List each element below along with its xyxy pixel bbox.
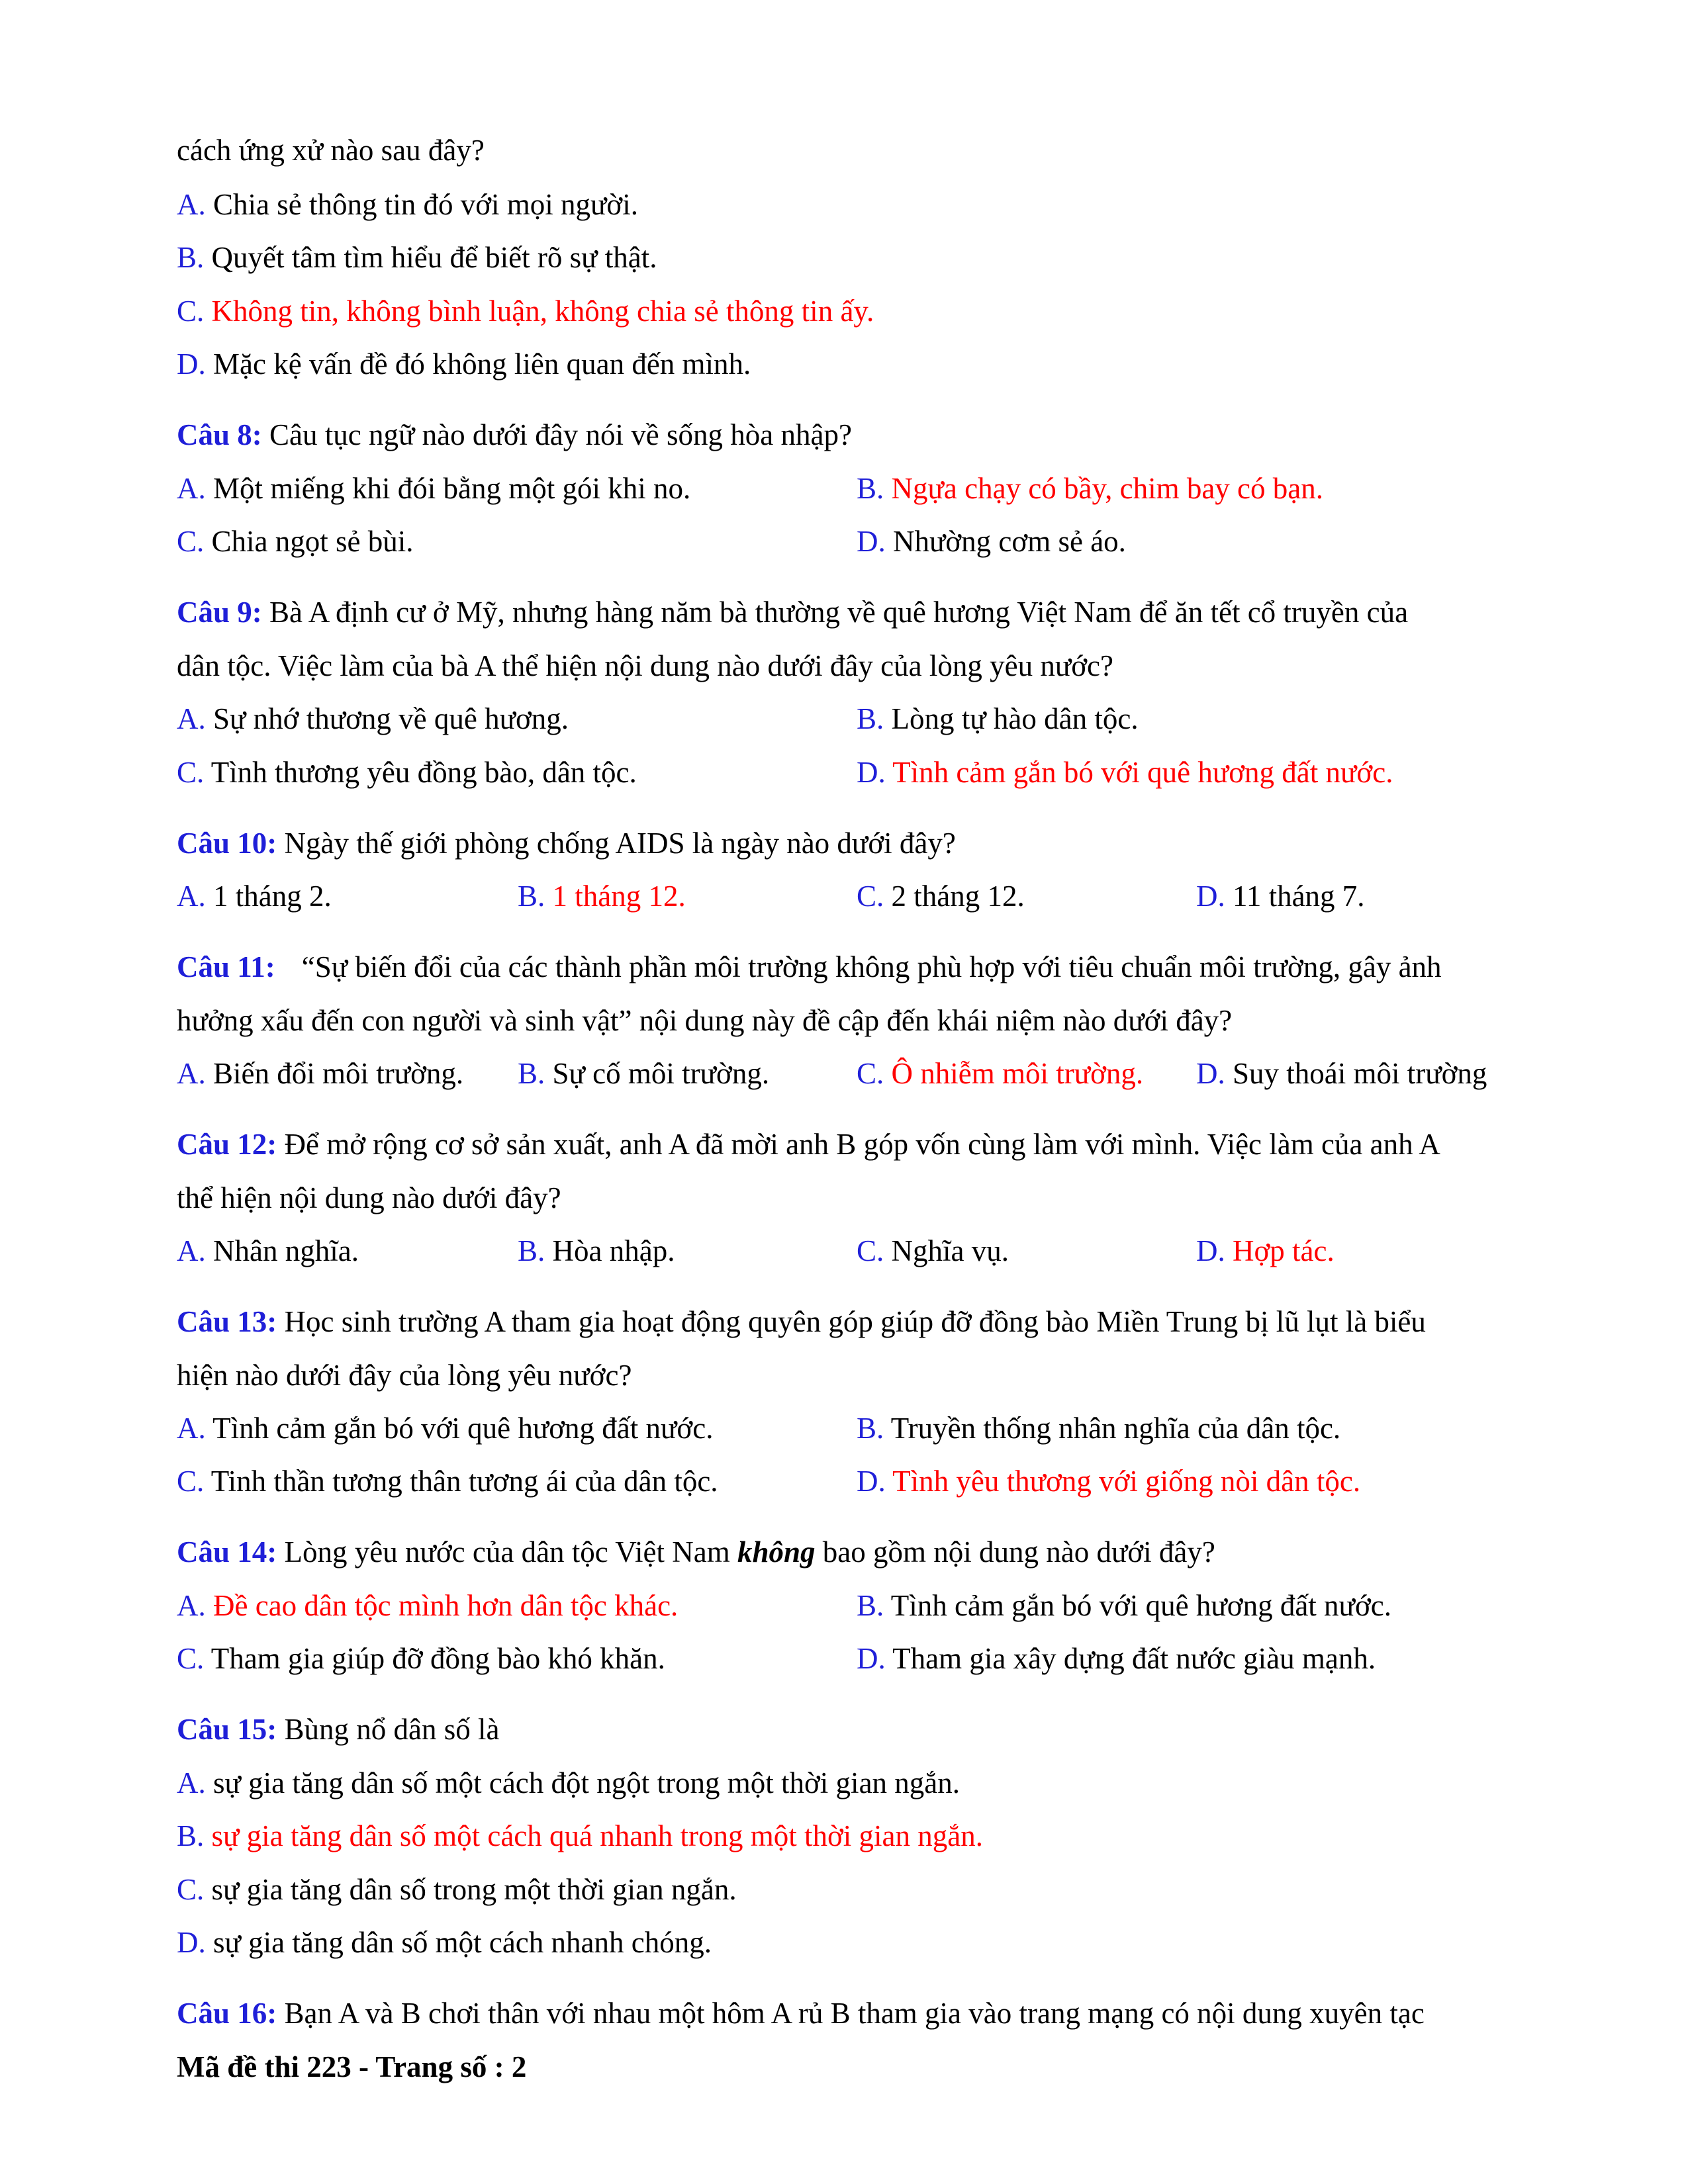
q13-option-b: B. Truyền thống nhân nghĩa của dân tộc. bbox=[857, 1412, 1341, 1445]
q10-option-b: B. 1 tháng 12. bbox=[518, 880, 686, 913]
q7-option-b: B. Quyết tâm tìm hiểu để biết rõ sự thật. bbox=[177, 241, 657, 274]
q11-option-a: A. Biến đổi môi trường. bbox=[177, 1057, 464, 1090]
q14-option-b: B. Tình cảm gắn bó với quê hương đất nước. bbox=[857, 1589, 1391, 1622]
q12-option-b: B. Hòa nhập. bbox=[518, 1234, 675, 1267]
q11-stem-line1: Câu 11: “Sự biến đổi của các thành phần môi trường không phù hợp với tiêu chuẩn môi trường, gây ảnh bbox=[177, 950, 1442, 983]
q16-stem: Câu 16: Bạn A và B chơi thân với nhau một hôm A rủ B tham gia vào trang mạng có nội dung xuyên tạc bbox=[177, 1997, 1425, 2030]
q9-option-a: A. Sự nhớ thương về quê hương. bbox=[177, 702, 569, 735]
q7-option-d: D. Mặc kệ vấn đề đó không liên quan đến mình. bbox=[177, 347, 751, 381]
q9-option-d: D. Tình cảm gắn bó với quê hương đất nước. bbox=[857, 756, 1393, 789]
q10-option-d: D. 11 tháng 7. bbox=[1196, 880, 1365, 913]
q8-option-c: C. Chia ngọt sẻ bùi. bbox=[177, 525, 414, 558]
q11-stem-line2: hưởng xấu đến con người và sinh vật” nội dung này đề cập đến khái niệm nào dưới đây? bbox=[177, 1004, 1233, 1037]
q13-stem-line2: hiện nào dưới đây của lòng yêu nước? bbox=[177, 1359, 632, 1392]
continued-question-text: cách ứng xử nào sau đây? bbox=[177, 134, 485, 167]
q11-option-c: C. Ô nhiễm môi trường. bbox=[857, 1057, 1144, 1090]
q10-option-a: A. 1 tháng 2. bbox=[177, 880, 332, 913]
q12-option-d: D. Hợp tác. bbox=[1196, 1234, 1335, 1267]
q8-option-b: B. Ngựa chạy có bầy, chim bay có bạn. bbox=[857, 472, 1323, 505]
q12-stem-line2: thể hiện nội dung nào dưới đây? bbox=[177, 1181, 561, 1214]
q10-stem: Câu 10: Ngày thế giới phòng chống AIDS là ngày nào dưới đây? bbox=[177, 827, 956, 860]
q9-stem-line2: dân tộc. Việc làm của bà A thể hiện nội dung nào dưới đây của lòng yêu nước? bbox=[177, 649, 1113, 682]
q8-option-d: D. Nhường cơm sẻ áo. bbox=[857, 525, 1126, 558]
q15-option-d: D. sự gia tăng dân số một cách nhanh chóng. bbox=[177, 1926, 712, 1959]
q14-option-a: A. Đề cao dân tộc mình hơn dân tộc khác. bbox=[177, 1589, 679, 1622]
q7-option-c: C. Không tin, không bình luận, không chia sẻ thông tin ấy. bbox=[177, 295, 874, 328]
q10-option-c: C. 2 tháng 12. bbox=[857, 880, 1025, 913]
q15-option-c: C. sự gia tăng dân số trong một thời gian ngắn. bbox=[177, 1873, 737, 1906]
q8-option-a: A. Một miếng khi đói bằng một gói khi no. bbox=[177, 472, 691, 505]
q12-stem-line1: Câu 12: Để mở rộng cơ sở sản xuất, anh A đã mời anh B góp vốn cùng làm với mình. Việc làm của anh A bbox=[177, 1128, 1440, 1161]
q11-option-b: B. Sự cố môi trường. bbox=[518, 1057, 770, 1090]
q13-option-a: A. Tình cảm gắn bó với quê hương đất nước. bbox=[177, 1412, 714, 1445]
q9-stem-line1: Câu 9: Bà A định cư ở Mỹ, nhưng hàng năm bà thường về quê hương Việt Nam để ăn tết cổ truyền của bbox=[177, 596, 1409, 629]
q14-emphasis: không bbox=[737, 1535, 816, 1569]
page-footer: Mã đề thi 223 - Trang số : 2 bbox=[177, 2050, 527, 2083]
q8-stem: Câu 8: Câu tục ngữ nào dưới đây nói về sống hòa nhập? bbox=[177, 418, 852, 451]
q12-option-a: A. Nhân nghĩa. bbox=[177, 1234, 359, 1267]
q14-option-d: D. Tham gia xây dựng đất nước giàu mạnh. bbox=[857, 1642, 1376, 1675]
q13-stem-line1: Câu 13: Học sinh trường A tham gia hoạt động quyên góp giúp đỡ đồng bào Miền Trung bị lũ lụt là biểu bbox=[177, 1305, 1426, 1338]
q9-option-b: B. Lòng tự hào dân tộc. bbox=[857, 702, 1139, 735]
q14-option-c: C. Tham gia giúp đỡ đồng bào khó khăn. bbox=[177, 1642, 665, 1675]
q13-option-c: C. Tinh thần tương thân tương ái của dân tộc. bbox=[177, 1465, 718, 1498]
q13-option-d: D. Tình yêu thương với giống nòi dân tộc. bbox=[857, 1465, 1361, 1498]
q15-stem: Câu 15: Bùng nổ dân số là bbox=[177, 1713, 500, 1746]
q15-option-a: A. sự gia tăng dân số một cách đột ngột trong một thời gian ngắn. bbox=[177, 1766, 961, 1799]
q12-option-c: C. Nghĩa vụ. bbox=[857, 1234, 1009, 1267]
q7-option-a: A. Chia sẻ thông tin đó với mọi người. bbox=[177, 188, 638, 221]
q11-option-d: D. Suy thoái môi trường bbox=[1196, 1057, 1487, 1090]
q9-option-c: C. Tình thương yêu đồng bào, dân tộc. bbox=[177, 756, 637, 789]
q15-option-b: B. sự gia tăng dân số một cách quá nhanh trong một thời gian ngắn. bbox=[177, 1819, 983, 1852]
q14-stem: Câu 14: Lòng yêu nước của dân tộc Việt Nam không bao gồm nội dung nào dưới đây? bbox=[177, 1535, 1215, 1569]
